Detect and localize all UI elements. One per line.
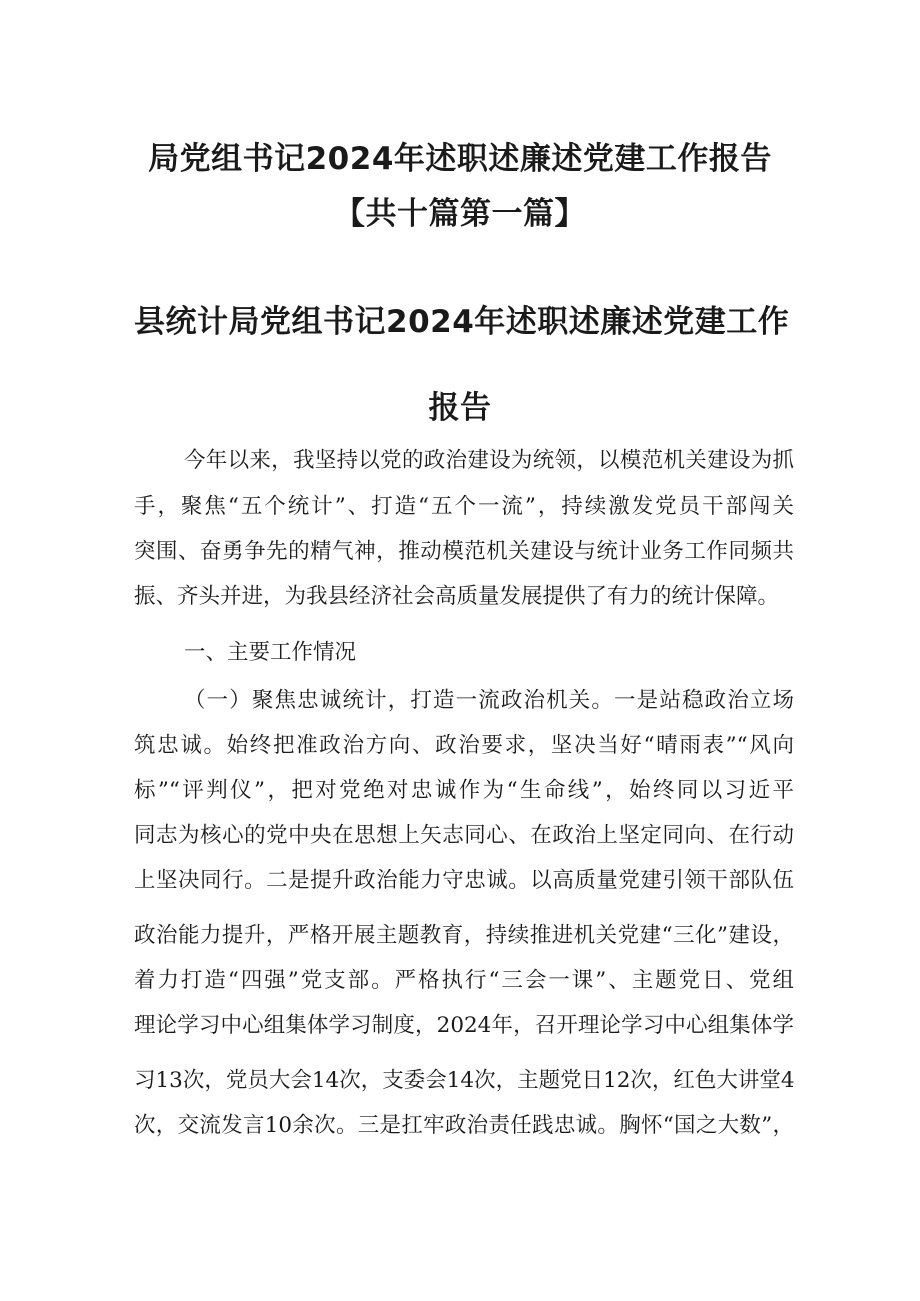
section-heading: 一、主要工作情况 (184, 640, 357, 665)
body-line: 振、齐头并进，为我县经济社会高质量发展提供了有力的统计保障。 (134, 584, 780, 609)
body-line: （一）聚焦忠诚统计，打造一流政治机关。一是站稳政治立场 (184, 688, 794, 713)
document-series-note: 【共十篇第一篇】 (334, 196, 586, 232)
body-line: 筑忠诚。始终把准政治方向、政治要求，坚决当好“晴雨表”“风向 (134, 733, 794, 758)
body-line: 同志为核心的党中央在思想上矢志同心、在政治上坚定同向、在行动 (134, 823, 794, 848)
body-line: 政治能力提升，严格开展主题教育，持续推进机关党建“三化”建设， (134, 923, 794, 948)
body-line: 突围、奋勇争先的精气神，推动模范机关建设与统计业务工作同频共 (134, 539, 794, 564)
report-title-continued: 报告 (428, 390, 492, 426)
body-line: 手，聚焦“五个统计”、打造“五个一流”，持续激发党员干部闯关 (134, 494, 794, 519)
body-line: 着力打造“四强”党支部。严格执行“三会一课”、主题党日、党组 (134, 968, 794, 993)
body-line: 标”“评判仪”，把对党绝对忠诚作为“生命线”，始终同以习近平 (134, 778, 794, 803)
body-line: 习13次，党员大会14次，支委会14次，主题党日12次，红色大讲堂4 (134, 1068, 795, 1093)
body-line: 次，交流发言10余次。三是扛牢政治责任践忠诚。胸怀“国之大数”， (134, 1113, 794, 1138)
body-line: 今年以来，我坚持以党的政治建设为统领，以模范机关建设为抓 (184, 448, 794, 473)
body-line: 理论学习中心组集体学习制度，2024年，召开理论学习中心组集体学 (134, 1013, 794, 1038)
body-line: 上坚决同行。二是提升政治能力守忠诚。以高质量党建引领干部队伍 (134, 868, 794, 893)
report-title: 县统计局党组书记2024年述职述廉述党建工作 (134, 304, 790, 340)
document-title: 局党组书记2024年述职述廉述党建工作报告 (148, 141, 772, 177)
